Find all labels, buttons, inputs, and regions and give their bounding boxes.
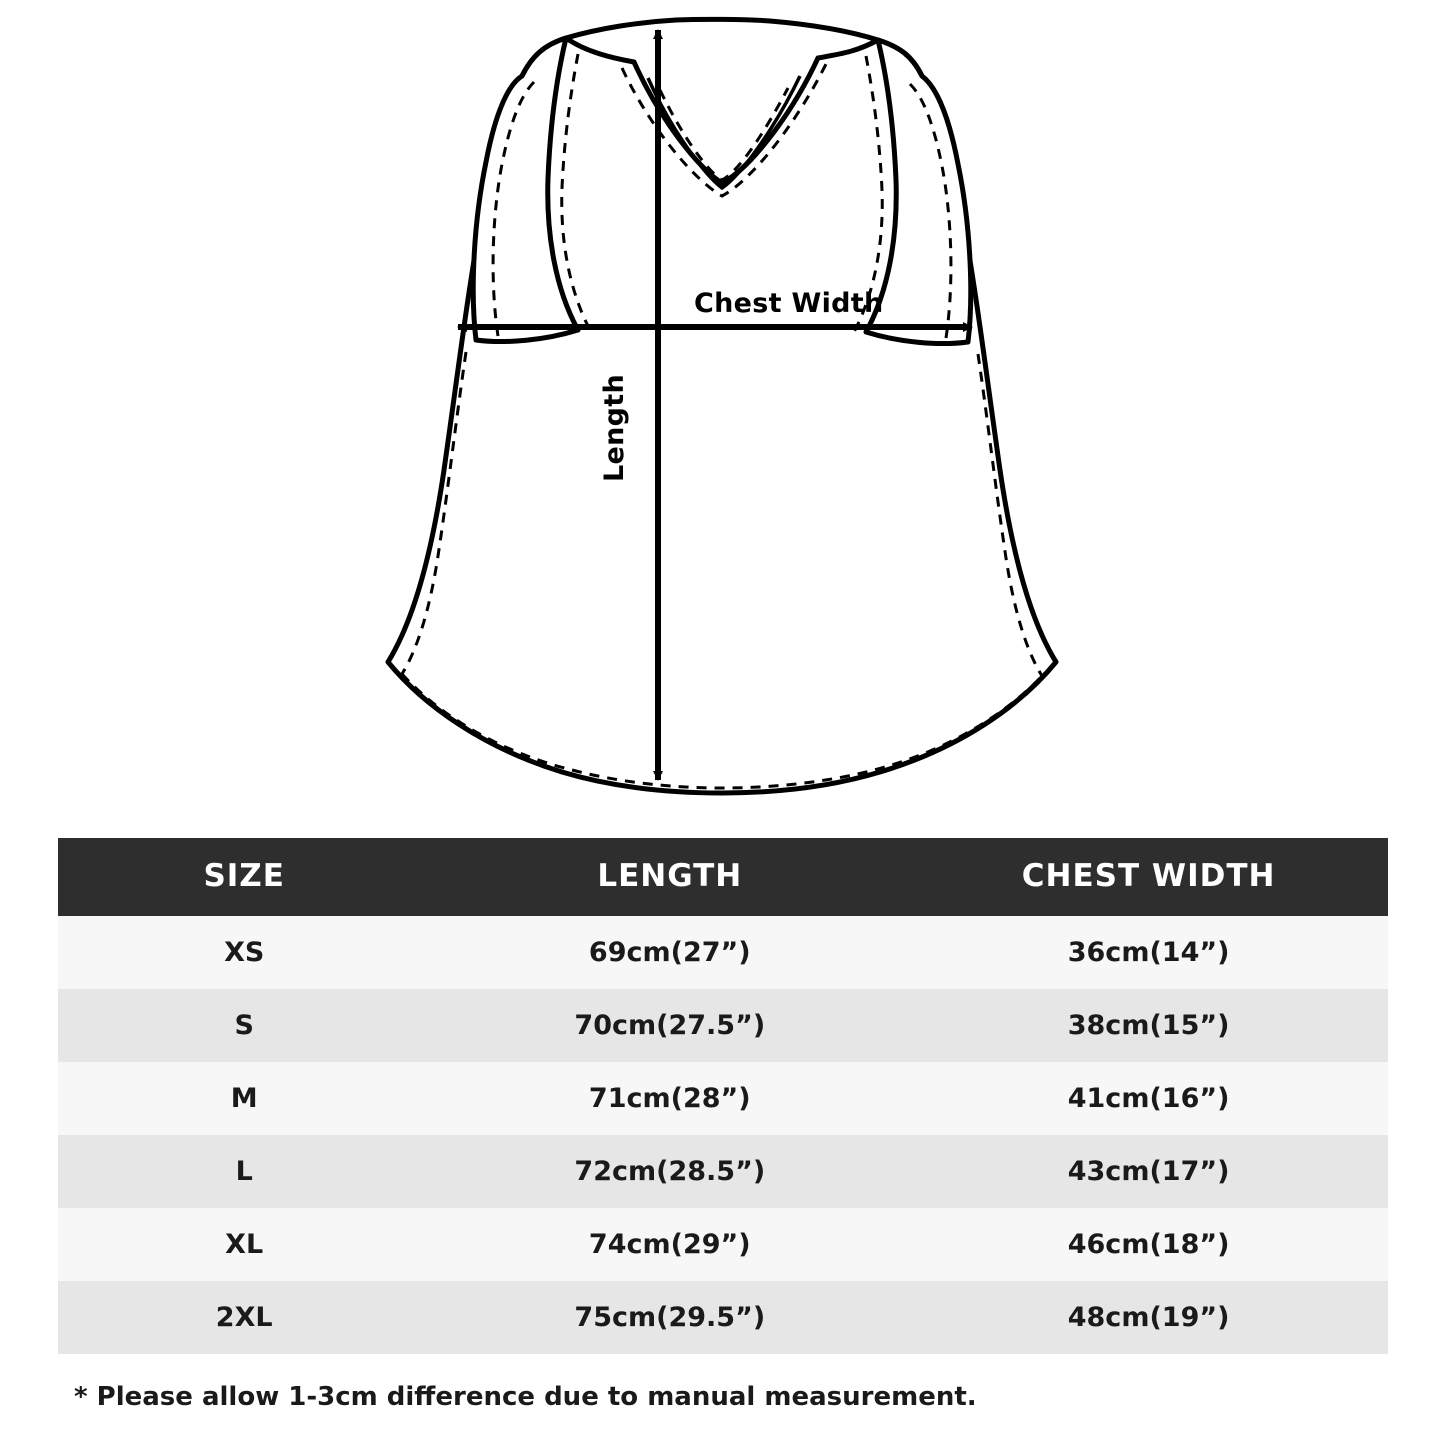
chest-width-label: Chest Width: [694, 288, 884, 319]
garment-outline: [388, 19, 1056, 793]
cell-length: 75cm(29.5”): [430, 1281, 909, 1354]
cell-size: M: [58, 1062, 430, 1135]
size-table: [58, 838, 1388, 1354]
cell-chest: 43cm(17”): [909, 1135, 1388, 1208]
cell-chest: 36cm(14”): [909, 916, 1388, 989]
table-row: [58, 1135, 1388, 1208]
table-row: [58, 1208, 1388, 1281]
size-table-head: [58, 838, 1388, 916]
header-size: SIZE: [58, 838, 430, 916]
header-chest-width: CHEST WIDTH: [909, 838, 1388, 916]
cell-length: 69cm(27”): [430, 916, 909, 989]
table-row: [58, 1281, 1388, 1354]
cell-size: L: [58, 1135, 430, 1208]
cell-size: XL: [58, 1208, 430, 1281]
size-table-wrap: [58, 838, 1388, 1354]
cell-chest: 48cm(19”): [909, 1281, 1388, 1354]
table-header-row: [58, 838, 1388, 916]
cell-size: XS: [58, 916, 430, 989]
table-row: [58, 989, 1388, 1062]
cell-size: S: [58, 989, 430, 1062]
cell-length: 74cm(29”): [430, 1208, 909, 1281]
cell-length: 70cm(27.5”): [430, 989, 909, 1062]
size-table-body: [58, 916, 1388, 1354]
cell-length: 72cm(28.5”): [430, 1135, 909, 1208]
length-label: Length: [599, 374, 630, 482]
cell-chest: 38cm(15”): [909, 989, 1388, 1062]
cell-size: 2XL: [58, 1281, 430, 1354]
table-row: [58, 1062, 1388, 1135]
cell-length: 71cm(28”): [430, 1062, 909, 1135]
table-row: [58, 916, 1388, 989]
cell-chest: 46cm(18”): [909, 1208, 1388, 1281]
measurement-footnote: * Please allow 1-3cm difference due to manual measurement.: [74, 1382, 977, 1412]
cell-chest: 41cm(16”): [909, 1062, 1388, 1135]
header-length: LENGTH: [430, 838, 909, 916]
